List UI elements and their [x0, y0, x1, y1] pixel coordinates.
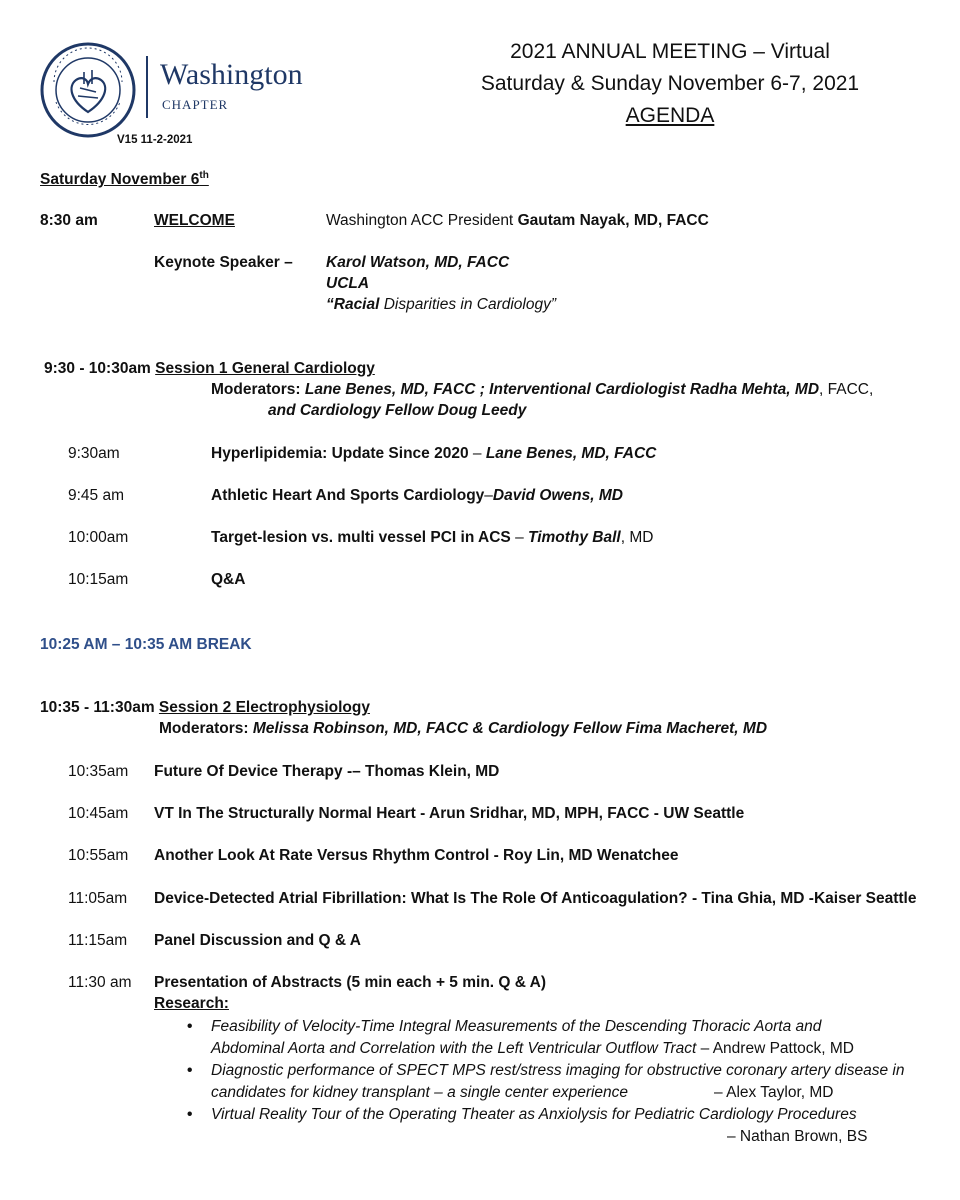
- keynote-name: Karol Watson, MD, FACC: [326, 254, 510, 271]
- day-label: Saturday November 6: [40, 171, 200, 189]
- session2-item-text: VT In The Structurally Normal Heart - Arun Sridhar, MD, MPH, FACC - UW Seattle: [154, 805, 745, 822]
- session1-mod-line2: and Cardiology Fellow Doug Leedy: [268, 402, 527, 419]
- logo-divider: [146, 56, 148, 118]
- session2-header: [40, 699, 370, 717]
- session2-item-text: Another Look At Rate Versus Rhythm Control - Roy Lin, MD Wenatchee: [154, 847, 679, 864]
- session2-item-text: Device-Detected Atrial Fibrillation: What Is The Role Of Anticoagulation? - Tina Ghia, MD -Kaiser Seattle: [154, 890, 917, 907]
- item-sep: –: [484, 487, 493, 504]
- agenda-heading: AGENDA: [625, 104, 715, 127]
- keynote-label: Keynote Speaker –: [154, 254, 293, 271]
- abstracts-time: 11:30 am: [68, 974, 132, 991]
- welcome-time: 8:30 am: [40, 212, 98, 229]
- item-speaker: Timothy Ball: [528, 529, 621, 546]
- session1-mod-line1: Lane Benes, MD, FACC ; Interventional Cardiologist Radha Mehta, MD: [304, 381, 820, 398]
- session1-mod-tail: , FACC,: [819, 381, 874, 398]
- abstract-author: – Andrew Pattock, MD: [696, 1040, 854, 1057]
- session1-item-time: 9:45 am: [68, 487, 125, 504]
- day-heading: [40, 170, 209, 189]
- keynote-title: [326, 296, 556, 314]
- session1-header: [44, 360, 375, 378]
- session2-time: 10:35 - 11:30am: [40, 699, 159, 716]
- session1-item-text: [211, 487, 623, 505]
- meeting-title: 2021 ANNUAL MEETING – Virtual: [510, 40, 830, 63]
- abstract-title-line2: Abdominal Aorta and Correlation with the Left Ventricular Outflow Tract: [211, 1040, 697, 1057]
- session2-item-time: 10:35am: [68, 763, 129, 780]
- session1-item-time: 10:00am: [68, 529, 129, 546]
- day-suffix: th: [199, 170, 209, 181]
- item-sep: –: [468, 445, 486, 462]
- session1-title: Session 1 General Cardiology: [155, 360, 375, 377]
- session2-item-time: 10:55am: [68, 847, 129, 864]
- session1-item-text: [211, 529, 653, 547]
- session2-title: Session 2 Electrophysiology: [158, 699, 370, 716]
- session2-moderators: [159, 720, 767, 738]
- session2-item-text: Panel Discussion and Q & A: [154, 932, 362, 949]
- item-speaker: David Owens, MD: [492, 487, 623, 504]
- keynote-title-rest: Disparities in Cardiology”: [379, 296, 557, 313]
- version-label: V15 11-2-2021: [117, 134, 193, 146]
- abstracts-list: [187, 1016, 904, 1148]
- session2-mod-text: Melissa Robinson, MD, FACC & Cardiology Fellow Fima Macheret, MD: [252, 720, 768, 737]
- abstract-author: – Alex Taylor, MD: [714, 1084, 834, 1101]
- president-name: Gautam Nayak, MD, FACC: [517, 212, 709, 229]
- session2-item-time: 11:15am: [68, 932, 128, 949]
- abstract-title-line1: Virtual Reality Tour of the Operating Theater as Anxiolysis for Pediatric Cardiology Procedures: [211, 1106, 857, 1123]
- welcome-text: [326, 212, 709, 230]
- session2-item-time: 10:45am: [68, 805, 129, 822]
- logo-subtitle: CHAPTER: [162, 97, 229, 112]
- session2-item-time: 11:05am: [68, 890, 128, 907]
- item-title: Target-lesion vs. multi vessel PCI in ACS: [211, 529, 511, 546]
- item-title: Hyperlipidemia: Update Since 2020: [211, 445, 469, 462]
- abstract-item: [187, 1060, 904, 1104]
- break-notice: 10:25 AM – 10:35 AM BREAK: [40, 636, 252, 653]
- welcome-label: WELCOME: [154, 212, 235, 229]
- heart-seal-icon: [40, 42, 136, 138]
- abstract-item: [187, 1016, 904, 1060]
- session1-moderators: [211, 381, 873, 399]
- keynote-org: UCLA: [326, 275, 370, 292]
- logo-wordmark: Washington: [160, 58, 303, 91]
- item-speaker: Lane Benes, MD, FACC: [485, 445, 657, 462]
- session2-item-text: Future Of Device Therapy -– Thomas Klein, MD: [154, 763, 500, 780]
- item-sep: –: [510, 529, 528, 546]
- session1-mod-label: Moderators:: [211, 381, 305, 398]
- session1-item-time: 10:15am: [68, 571, 129, 588]
- item-tail: , MD: [620, 529, 654, 546]
- abstract-author: – Nathan Brown, BS: [727, 1128, 868, 1145]
- session1-item-text: [211, 445, 656, 463]
- item-title: Athletic Heart And Sports Cardiology: [211, 487, 485, 504]
- acc-seal-logo: [40, 42, 136, 138]
- session2-mod-label: Moderators:: [159, 720, 253, 737]
- abstract-item: [187, 1104, 904, 1148]
- session1-time: 9:30 - 10:30am: [44, 360, 156, 377]
- meeting-dates: Saturday & Sunday November 6-7, 2021: [480, 72, 860, 95]
- keynote-title-open: “Racial: [326, 296, 380, 313]
- research-label: Research:: [154, 995, 229, 1012]
- abstract-title-line1: Feasibility of Velocity-Time Integral Measurements of the Descending Thoracic Aorta and: [211, 1018, 822, 1035]
- abstract-title-line2: candidates for kidney transplant – a single center experience: [211, 1084, 629, 1101]
- abstract-title-line1: Diagnostic performance of SPECT MPS rest/stress imaging for obstructive coronary artery disease in: [211, 1062, 905, 1079]
- session1-item-text: Q&A: [211, 571, 246, 588]
- session1-item-time: 9:30am: [68, 445, 120, 462]
- welcome-prefix: Washington ACC President: [326, 212, 518, 229]
- abstracts-title: Presentation of Abstracts (5 min each + 5 min. Q & A): [154, 974, 547, 991]
